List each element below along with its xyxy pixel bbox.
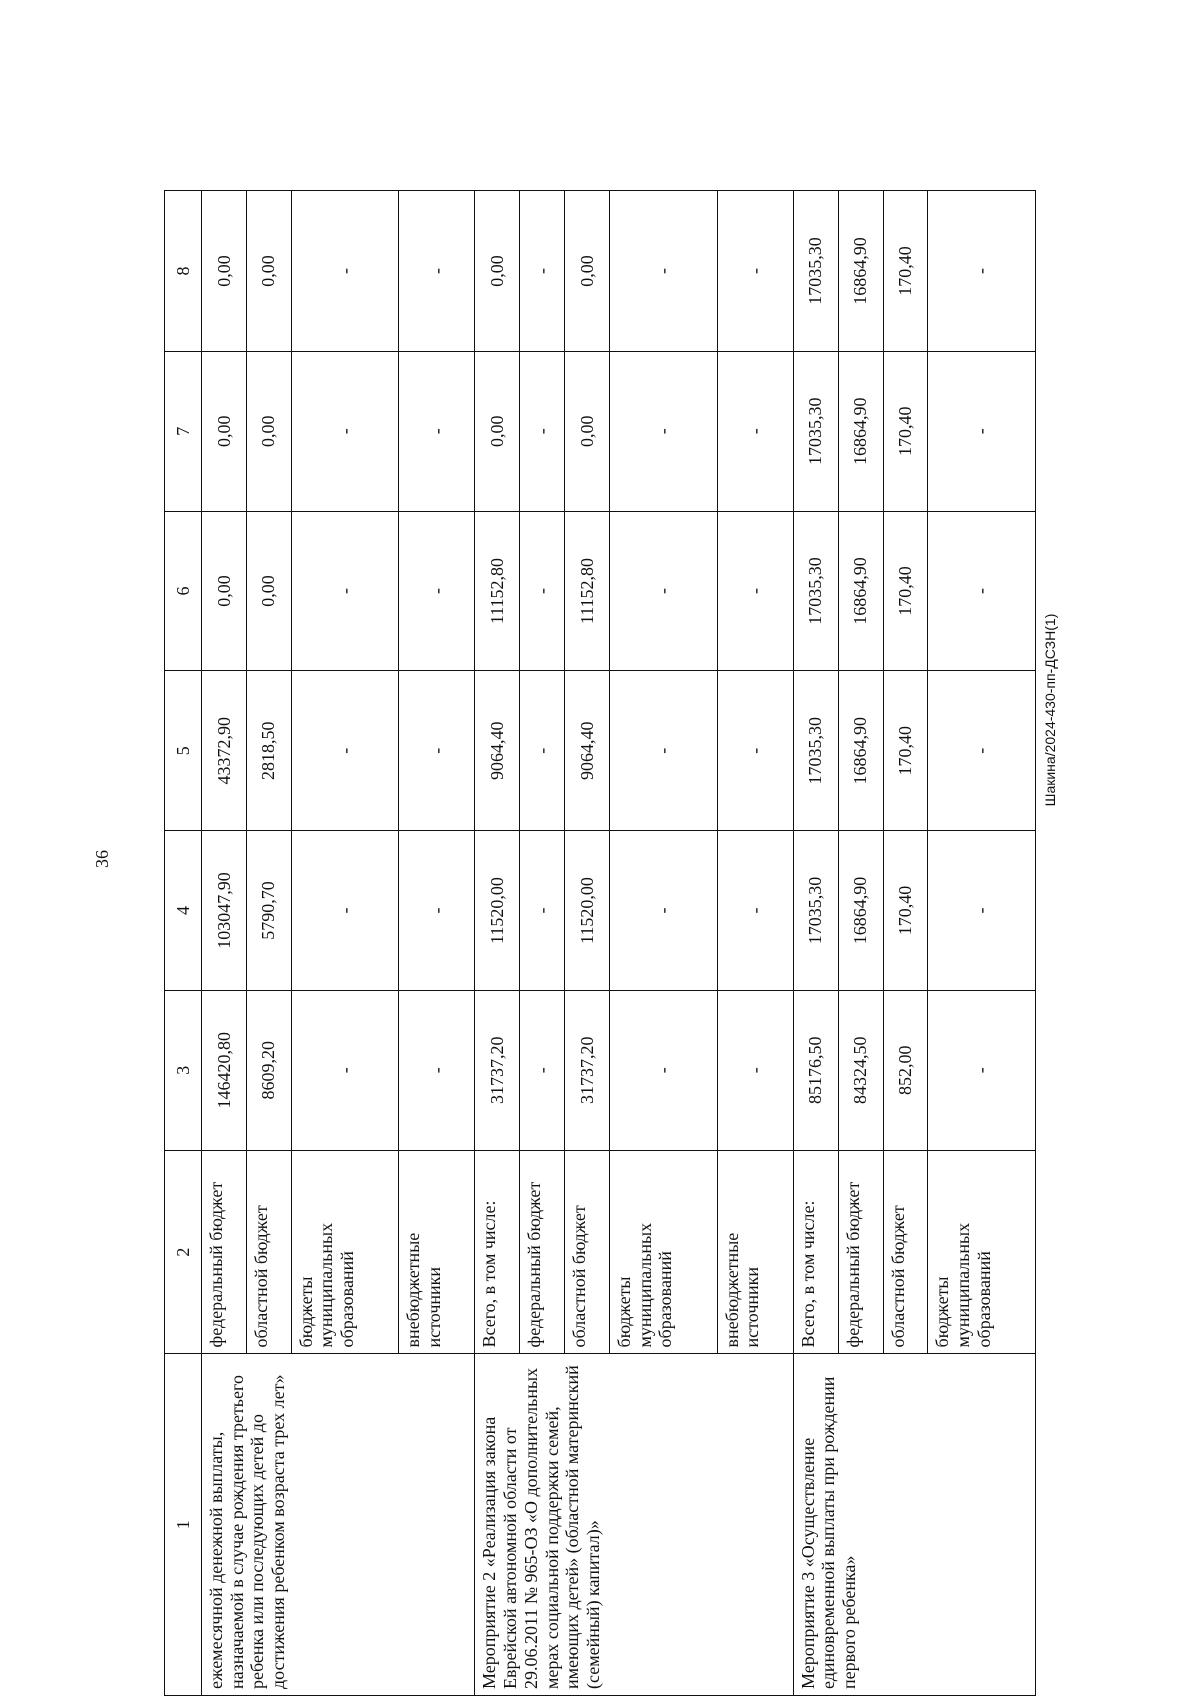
value-cell: 43372,90 (202, 671, 247, 831)
source-cell: федеральный бюджет (520, 1150, 565, 1354)
source-cell: бюджеты муниципальных образований (928, 1150, 1036, 1354)
value-cell: - (520, 671, 565, 831)
value-cell: - (291, 351, 398, 511)
source-cell: Всего, в том числе: (475, 1150, 520, 1354)
activity-cell: Мероприятие 3 «Осуществление единовременной выплаты при рождении первого ребенка» (793, 1354, 1035, 1696)
rotated-table-wrapper (164, 190, 1036, 1696)
value-cell: 16864,90 (838, 831, 883, 991)
value-cell: 17035,30 (793, 511, 838, 671)
value-cell: 11520,00 (565, 831, 610, 991)
value-cell: 0,00 (475, 191, 520, 352)
value-cell: - (291, 511, 398, 671)
header-col-6: 6 (165, 511, 202, 671)
value-cell: 2818,50 (246, 671, 291, 831)
value-cell: - (928, 671, 1036, 831)
header-row (165, 191, 202, 1696)
value-cell: 17035,30 (793, 831, 838, 991)
value-cell: - (291, 990, 398, 1150)
value-cell: - (520, 831, 565, 991)
value-cell: 85176,50 (793, 990, 838, 1150)
header-col-5: 5 (165, 671, 202, 831)
value-cell: - (291, 191, 398, 352)
financing-table (164, 190, 1036, 1696)
value-cell: - (291, 831, 398, 991)
value-cell: 0,00 (202, 351, 247, 511)
value-cell: - (610, 831, 717, 991)
header-col-7: 7 (165, 351, 202, 511)
source-cell: Всего, в том числе: (793, 1150, 838, 1354)
value-cell: - (717, 831, 793, 991)
value-cell: - (928, 191, 1036, 352)
source-cell: бюджеты муниципальных образований (291, 1150, 398, 1354)
value-cell: 84324,50 (838, 990, 883, 1150)
value-cell: - (928, 351, 1036, 511)
value-cell: - (520, 990, 565, 1150)
value-cell: 103047,90 (202, 831, 247, 991)
table-row (793, 191, 838, 1696)
value-cell: - (928, 831, 1036, 991)
value-cell: - (928, 511, 1036, 671)
table-row (202, 191, 247, 1696)
value-cell: - (520, 351, 565, 511)
value-cell: 0,00 (246, 511, 291, 671)
source-cell: федеральный бюджет (838, 1150, 883, 1354)
value-cell: 170,40 (883, 511, 928, 671)
header-col-2: 2 (165, 1150, 202, 1354)
source-cell: внебюджетные источники (717, 1150, 793, 1354)
value-cell: 0,00 (565, 351, 610, 511)
value-cell: 170,40 (883, 671, 928, 831)
value-cell: - (610, 511, 717, 671)
value-cell: - (399, 831, 475, 991)
value-cell: - (399, 191, 475, 352)
value-cell: 170,40 (883, 191, 928, 352)
value-cell: 0,00 (565, 191, 610, 352)
source-cell: областной бюджет (565, 1150, 610, 1354)
value-cell: 8609,20 (246, 990, 291, 1150)
value-cell: 0,00 (475, 351, 520, 511)
value-cell: - (610, 191, 717, 352)
value-cell: - (520, 191, 565, 352)
value-cell: 17035,30 (793, 671, 838, 831)
value-cell: 9064,40 (475, 671, 520, 831)
value-cell: - (717, 351, 793, 511)
header-col-8: 8 (165, 191, 202, 352)
value-cell: - (717, 990, 793, 1150)
value-cell: 146420,80 (202, 990, 247, 1150)
page-number: 36 (92, 850, 112, 868)
source-cell: внебюджетные источники (399, 1150, 475, 1354)
value-cell: - (520, 511, 565, 671)
value-cell: 16864,90 (838, 351, 883, 511)
value-cell: 0,00 (202, 511, 247, 671)
value-cell: - (291, 671, 398, 831)
value-cell: 16864,90 (838, 511, 883, 671)
value-cell: 9064,40 (565, 671, 610, 831)
value-cell: - (399, 671, 475, 831)
header-col-4: 4 (165, 831, 202, 991)
value-cell: 11152,80 (565, 511, 610, 671)
value-cell: 170,40 (883, 351, 928, 511)
value-cell: 11152,80 (475, 511, 520, 671)
document-code: Шакина/2024-430-пп-ДСЗН(1) (1042, 613, 1058, 807)
source-cell: областной бюджет (246, 1150, 291, 1354)
value-cell: 170,40 (883, 831, 928, 991)
value-cell: - (717, 191, 793, 352)
value-cell: 0,00 (246, 191, 291, 352)
value-cell: 17035,30 (793, 351, 838, 511)
value-cell: 5790,70 (246, 831, 291, 991)
value-cell: - (610, 990, 717, 1150)
value-cell: 11520,00 (475, 831, 520, 991)
value-cell: 16864,90 (838, 671, 883, 831)
source-cell: областной бюджет (883, 1150, 928, 1354)
value-cell: - (399, 990, 475, 1150)
value-cell: 852,00 (883, 990, 928, 1150)
value-cell: 0,00 (202, 191, 247, 352)
value-cell: - (399, 351, 475, 511)
value-cell: - (399, 511, 475, 671)
value-cell: 31737,20 (565, 990, 610, 1150)
source-cell: бюджеты муниципальных образований (610, 1150, 717, 1354)
value-cell: - (928, 990, 1036, 1150)
header-col-3: 3 (165, 990, 202, 1150)
source-cell: федеральный бюджет (202, 1150, 247, 1354)
value-cell: 17035,30 (793, 191, 838, 352)
value-cell: 31737,20 (475, 990, 520, 1150)
value-cell: - (717, 671, 793, 831)
activity-cell: ежемесячной денежной выплаты, назначаемой в случае рождения третьего ребенка или последующих детей до достижения ребенком возраста трех лет» (202, 1354, 475, 1696)
value-cell: - (610, 671, 717, 831)
header-col-1: 1 (165, 1354, 202, 1696)
activity-cell: Мероприятие 2 «Реализация закона Еврейской автономной области от 29.06.2011 № 965-ОЗ «О дополнительных мерах социальной поддержки семей, имеющих детей» (областной материнский (семейный) капитал)» (475, 1354, 793, 1696)
value-cell: 0,00 (246, 351, 291, 511)
value-cell: - (717, 511, 793, 671)
table-row (475, 191, 520, 1696)
value-cell: 16864,90 (838, 191, 883, 352)
value-cell: - (610, 351, 717, 511)
